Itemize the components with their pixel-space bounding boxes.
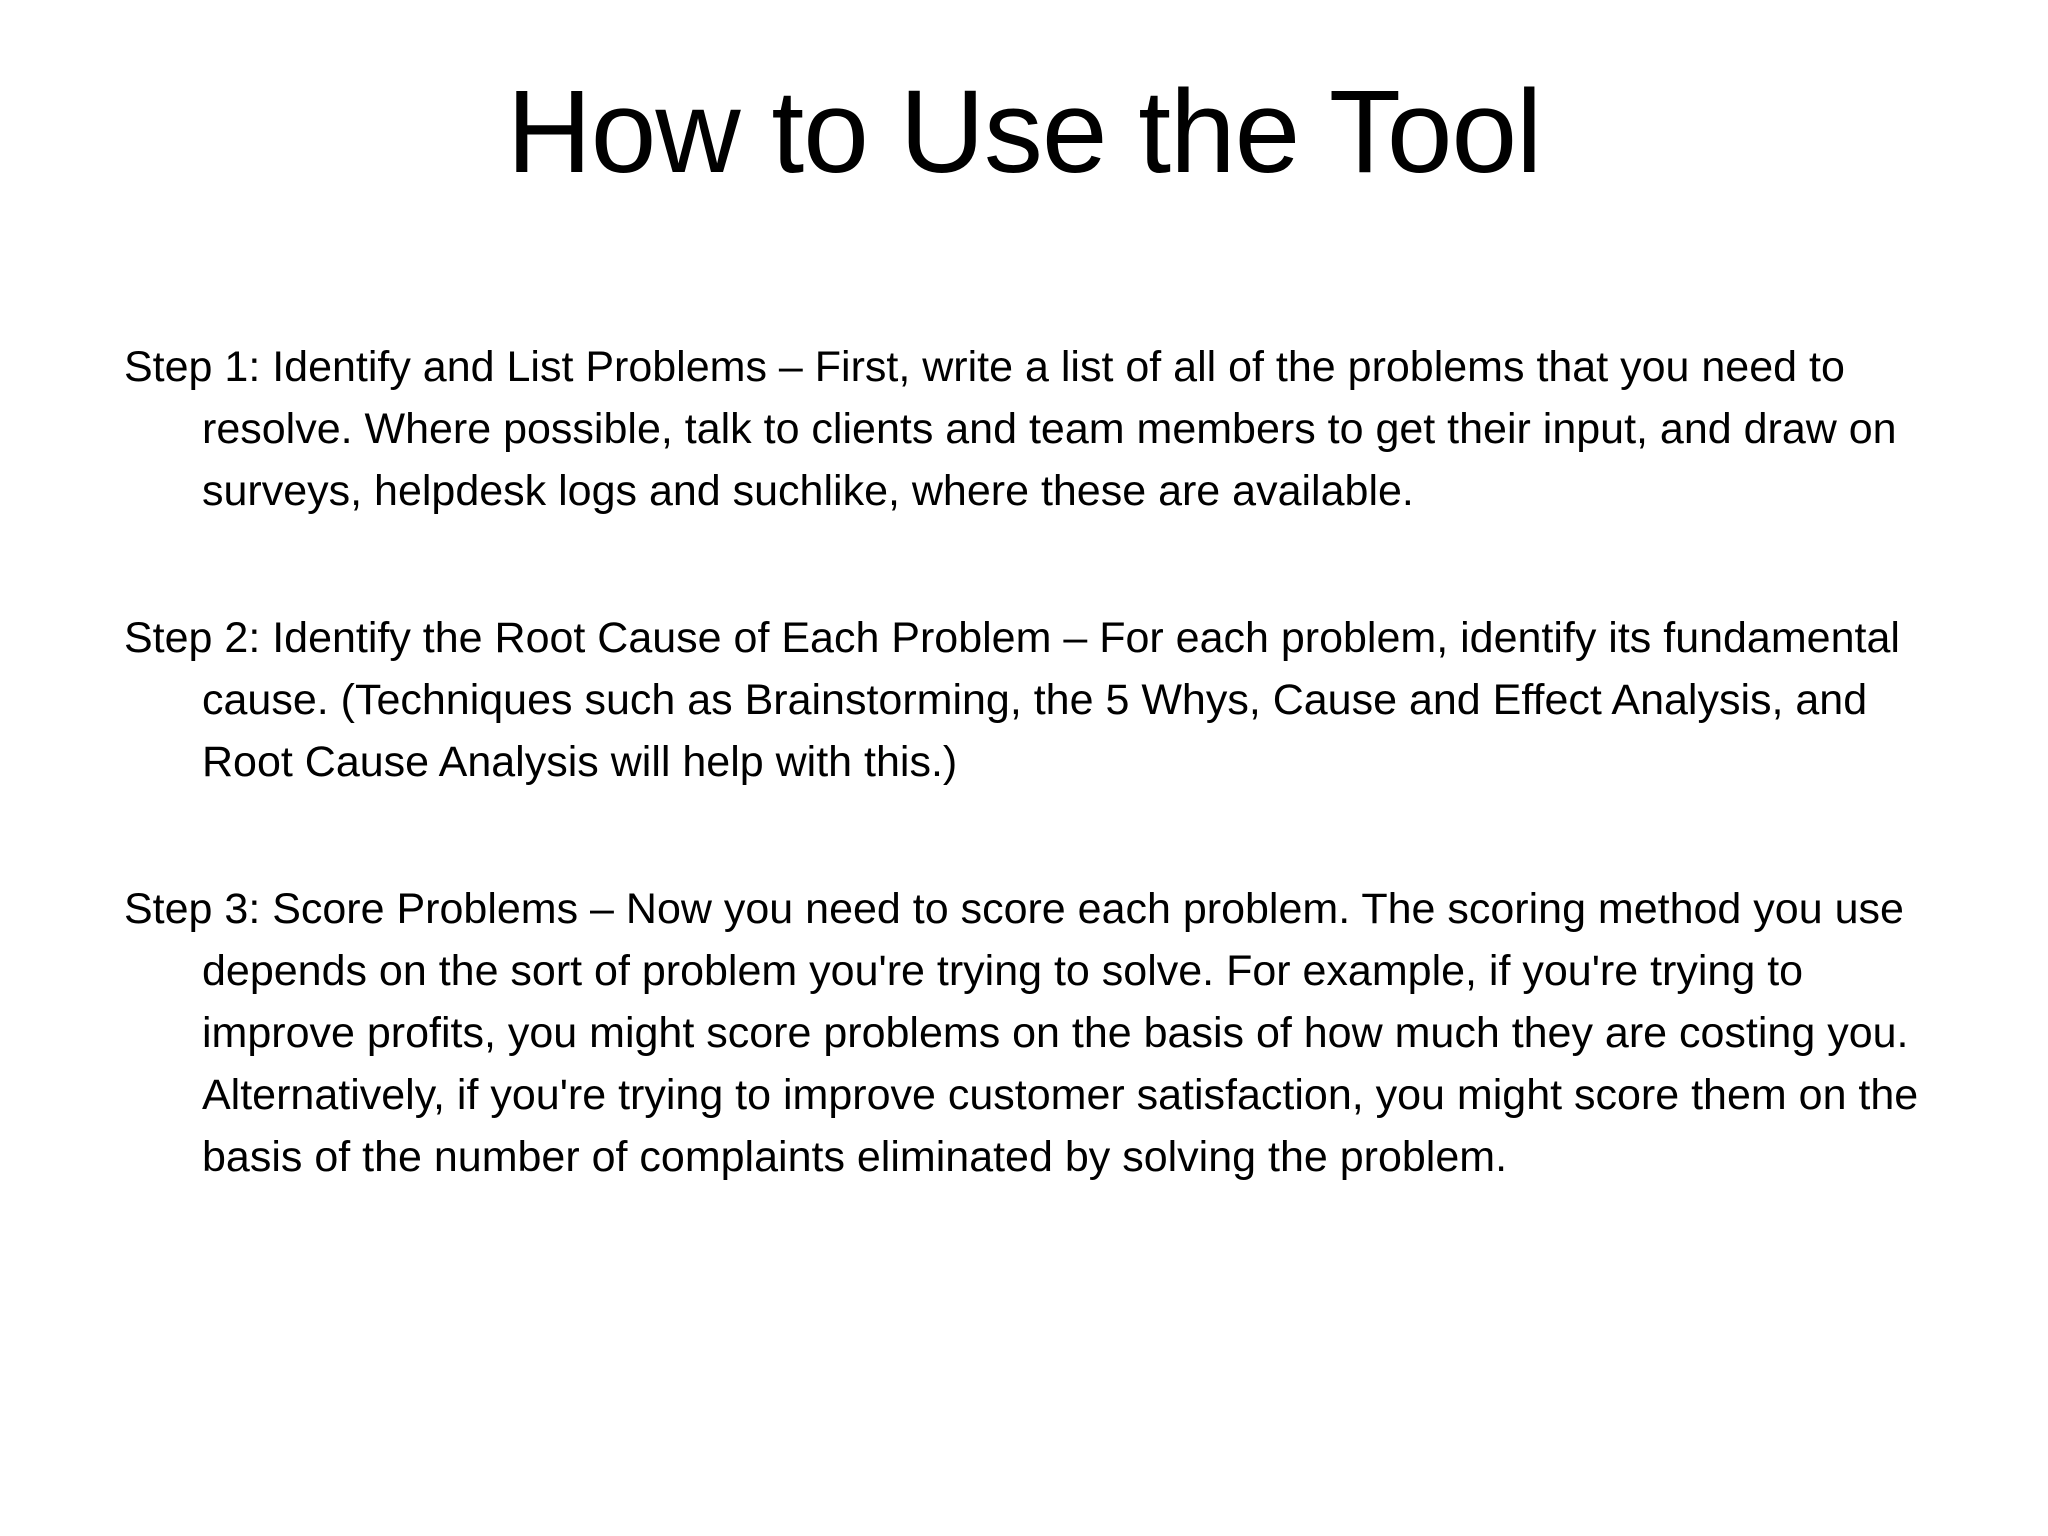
step-1-text: Step 1: Identify and List Problems – First, write a list of all of the problems that you need to resolve. Where possible, talk to clients and team members to get their input, and draw on surveys, helpdesk logs and suchlike, where these are available. — [124, 343, 1897, 515]
step-3-text: Step 3: Score Problems – Now you need to score each problem. The scoring method you use depends on the sort of problem you're trying to solve. For example, if you're trying to improve profits, you might score problems on the basis of how much they are costing you. Alternatively, if you're trying to improve customer satisfaction, you might score them on the basis of the number of complaints eliminated by solving the problem. — [124, 885, 1919, 1181]
slide-title: How to Use the Tool — [506, 66, 1542, 198]
step-2-text: Step 2: Identify the Root Cause of Each Problem – For each problem, identify its fundamental cause. (Techniques such as Brainstorming, the 5 Whys, Cause and Effect Analysis, and Root Cause Analysis will help with this.) — [124, 614, 1900, 786]
steps-list — [124, 336, 1964, 1273]
